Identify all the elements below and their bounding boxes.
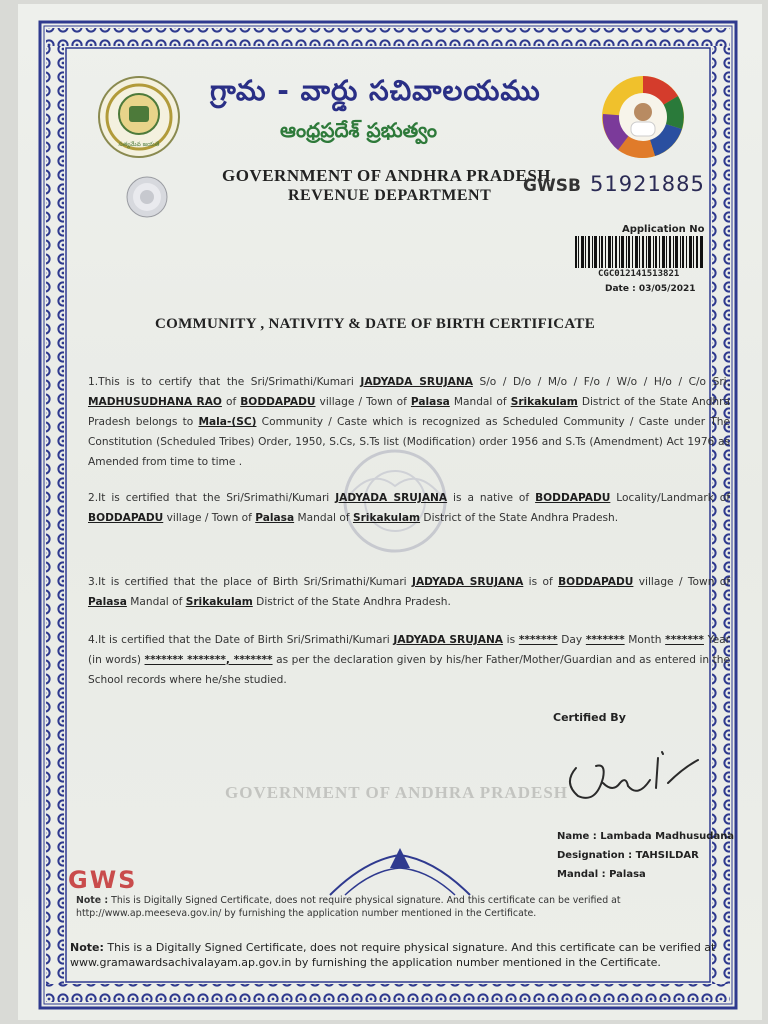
navaratnalu-logo-icon [600, 74, 686, 160]
paragraph-date-of-birth: 4.It is certified that the Date of Birth Sri/Srimathi/Kumari JADYADA SRUJANA is ******* Day ******* Month ******* Year (in words) ******* *******, ******* as per the declaration given by his/her Father/Mother/Guardian and as entered in the School records where he/she studied. [88, 634, 731, 686]
certified-by-label: Certified By [553, 711, 626, 724]
application-number: CGC012141513821 [598, 269, 680, 279]
application-number-label: Application No [622, 224, 705, 235]
hologram-seal-icon [126, 176, 168, 218]
telugu-title: గ్రామ - వార్డు సచివాలయము [210, 74, 541, 107]
meeseva-note: Note : This is Digitally Signed Certificate, does not require physical signature. And this certificate can be verified at http://www.ap.meeseva.gov.in/ by furnishing the application number mentioned in the Certificate. [76, 895, 621, 919]
certificate-title: COMMUNITY , NATIVITY & DATE OF BIRTH CERTIFICATE [155, 316, 596, 332]
paragraph-nativity: 2.It is certified that the Sri/Srimathi/Kumari JADYADA SRUJANA is a native of BODDAPADU Locality/Landmark of BODDAPADU village / Town of Palasa Mandal of Srikakulam District of the State Andhra Pradesh. [88, 492, 730, 524]
signatory-name: Name : Lambada Madhusudana [557, 831, 735, 842]
state-emblem-icon [96, 74, 182, 160]
caste: Mala-(SC) [198, 416, 257, 428]
gwsb-number: 51921885 [590, 172, 705, 196]
watermark-text: GOVERNMENT OF ANDHRA PRADESH [225, 783, 568, 802]
svg-text:సత్యమేవ జయతే: సత్యమేవ జయతే [118, 141, 160, 148]
applicant-name: JADYADA SRUJANA [360, 376, 473, 388]
gws-logo-text: GWS [68, 866, 138, 894]
gwsb-label: GWSB [523, 176, 581, 196]
paragraph-community: 1.This is to certify that the Sri/Srimathi/Kumari JADYADA SRUJANA S/o / D/o / M/o / F/o / W/o / H/o / C/o Sri. MADHUSUDHANA RAO of BODDAPADU village / Town of Palasa Mandal of Srikakulam District of the State Andhra Pradesh belongs to Mala-(SC) Community / Caste which is recognized as Scheduled Community / Caste under The Constitution (Scheduled Tribes) Order, 1950, S.Cs, S.Ts list (Modification) order 1956 and S.Ts (Amendment) Act 1976 as Amended from time to time . [88, 376, 730, 468]
issue-date: Date : 03/05/2021 [605, 284, 696, 294]
paragraph-place-of-birth: 3.It is certified that the place of Birth Sri/Srimathi/Kumari JADYADA SRUJANA is of BODDAPADU village / Town of Palasa Mandal of Srikakulam District of the State Andhra Pradesh. [88, 576, 731, 608]
telugu-subtitle: ఆంధ్రప్రదేశ్ ప్రభుత్వం [280, 118, 437, 142]
barcode-icon [575, 236, 703, 268]
signature-icon [558, 738, 708, 808]
signatory-mandal: Mandal : Palasa [557, 869, 646, 880]
sachivalayam-note: Note: This is a Digitally Signed Certificate, does not require physical signature. And this certificate can be verified at www.gramawardsachivalayam.ap.gov.in by furnishing the application number mentioned in the Certificate. [70, 941, 716, 969]
father-name: MADHUSUDHANA RAO [88, 396, 222, 408]
government-heading: GOVERNMENT OF ANDHRA PRADESH [222, 166, 551, 185]
signatory-designation: Designation : TAHSILDAR [557, 850, 699, 861]
department-heading: REVENUE DEPARTMENT [288, 187, 492, 204]
signatory-details [557, 827, 734, 884]
